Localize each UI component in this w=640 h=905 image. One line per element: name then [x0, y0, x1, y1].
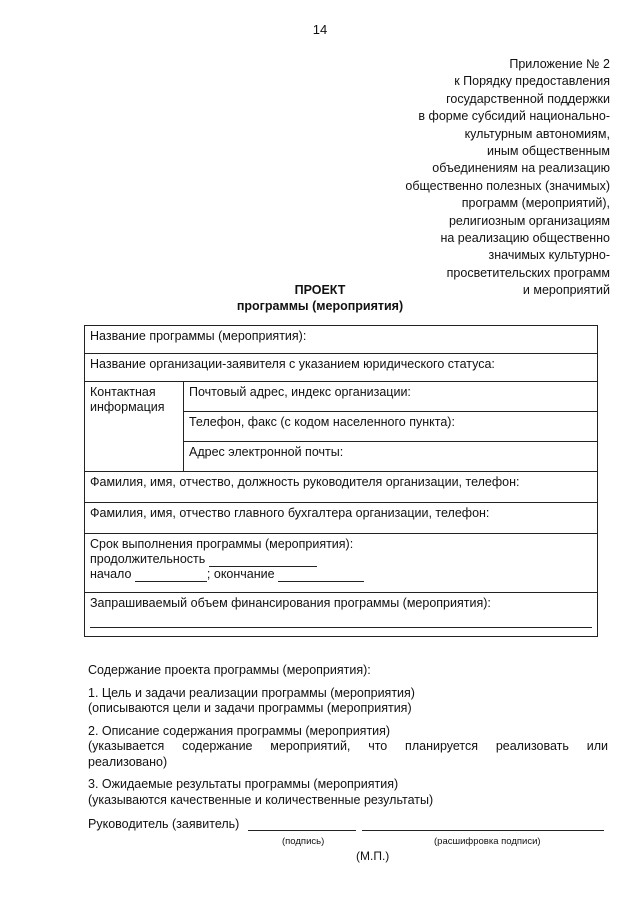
appendix-line: к Порядку предоставления	[454, 74, 610, 89]
duration-blank[interactable]	[209, 554, 317, 567]
appendix-block	[370, 56, 610, 300]
application-form-table	[84, 325, 598, 637]
appendix-line: на реализацию общественно	[440, 231, 610, 246]
term-field[interactable]	[85, 534, 598, 593]
appendix-line: программ (мероприятий),	[461, 196, 610, 211]
accountant-info-label: Фамилия, имя, отчество главного бухгалтера организации, телефон:	[90, 506, 490, 520]
item-1-note: (описываются цели и задачи программы (мероприятия)	[88, 701, 412, 715]
appendix-line: Приложение № 2	[509, 57, 610, 71]
appendix-line: просветительских программ	[446, 265, 610, 280]
appendix-line: объединениям на реализацию	[432, 161, 610, 176]
postal-address-field[interactable]	[184, 382, 598, 412]
contact-info-cell	[85, 382, 184, 472]
term-title: Срок выполнения программы (мероприятия):	[90, 537, 354, 551]
org-name-label: Название организации-заявителя с указанием юридического статуса:	[90, 357, 495, 371]
item-1-title: 1. Цель и задачи реализации программы (мероприятия)	[88, 685, 415, 700]
end-blank[interactable]	[278, 569, 364, 582]
program-name-field[interactable]	[85, 326, 598, 354]
signature-line[interactable]	[248, 830, 356, 831]
program-name-label: Название программы (мероприятия):	[90, 329, 307, 343]
item-2-note-line-2: реализовано)	[88, 754, 168, 769]
appendix-line: в форме субсидий национально-	[418, 109, 610, 124]
head-info-label: Фамилия, имя, отчество, должность руководителя организации, телефон:	[90, 475, 520, 489]
decode-caption: (расшифровка подписи)	[434, 836, 541, 847]
funding-blank[interactable]	[90, 613, 592, 628]
appendix-line: значимых культурно-	[488, 248, 610, 263]
item-2-title: 2. Описание содержания программы (мероприятия)	[88, 723, 391, 738]
phone-fax-label: Телефон, факс (с кодом населенного пункта):	[189, 415, 455, 429]
email-field[interactable]	[184, 442, 598, 472]
end-label: ; окончание	[206, 567, 275, 581]
contact-info-label: Контактная информация	[90, 385, 165, 414]
accountant-info-field[interactable]	[85, 503, 598, 534]
appendix-line: культурным автономиям,	[464, 126, 610, 141]
start-blank[interactable]	[135, 569, 207, 582]
appendix-line: государственной поддержки	[446, 91, 610, 106]
item-2-note-line-1: (указывается содержание мероприятий, что планируется реализовать или	[88, 739, 608, 753]
postal-address-label: Почтовый адрес, индекс организации:	[189, 385, 411, 399]
head-info-field[interactable]	[85, 472, 598, 503]
item-3-note: (указываются качественные и количественные результаты)	[88, 792, 434, 807]
org-name-field[interactable]	[85, 354, 598, 382]
email-label: Адрес электронной почты:	[189, 445, 344, 459]
signature-block	[88, 817, 608, 863]
project-content	[88, 663, 608, 808]
item-3-title: 3. Ожидаемые результаты программы (мероприятия)	[88, 777, 399, 791]
phone-fax-field[interactable]	[184, 412, 598, 442]
appendix-line: религиозным организациям	[448, 213, 610, 228]
sign-caption: (подпись)	[282, 836, 325, 847]
stamp-label: (М.П.)	[356, 849, 390, 863]
content-heading: Содержание проекта программы (мероприятия):	[88, 663, 371, 677]
document-title	[0, 282, 640, 314]
funding-label: Запрашиваемый объем финансирования программы (мероприятия):	[90, 596, 491, 610]
title-line-2: программы (мероприятия)	[236, 299, 404, 313]
funding-field[interactable]	[85, 593, 598, 637]
appendix-line: и мероприятий	[522, 283, 610, 298]
appendix-line: иным общественным	[487, 144, 610, 159]
duration-label: продолжительность	[90, 552, 206, 566]
signature-decode-line[interactable]	[362, 830, 604, 831]
start-label: начало	[90, 567, 132, 581]
page-number: 14	[312, 22, 328, 37]
title-line-1: ПРОЕКТ	[294, 283, 346, 297]
appendix-line: общественно полезных (значимых)	[405, 178, 610, 193]
signature-label: Руководитель (заявитель)	[88, 817, 240, 831]
